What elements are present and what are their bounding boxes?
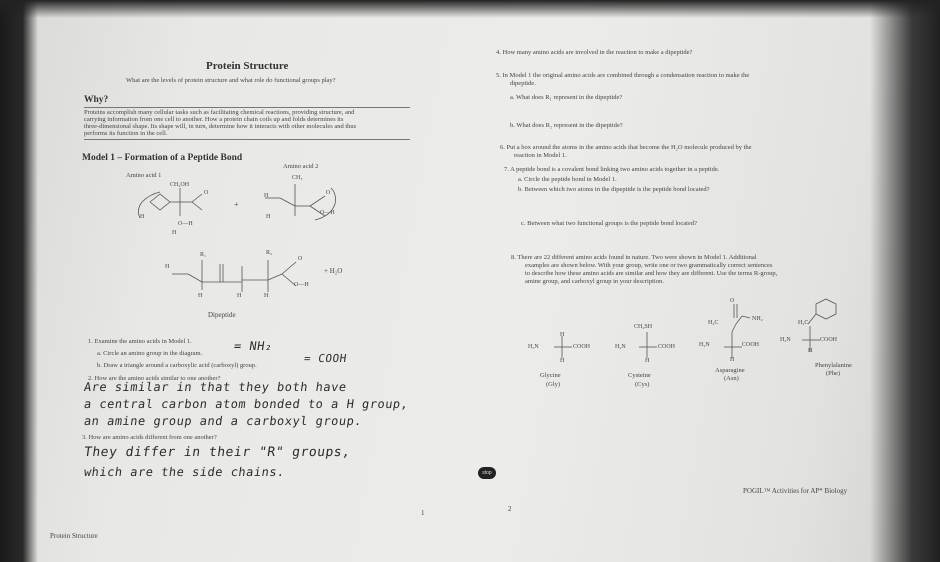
asparagine-name: Asparagine — [715, 367, 745, 374]
question-7a: a. Circle the peptide bond in Model 1. — [518, 176, 617, 183]
question-7b: b. Between which two atoms in the dipeptide is the peptide bond located? — [518, 186, 710, 193]
hydroxyl-label-2: O—H — [320, 210, 335, 216]
question-8-line-3: to describe how these amino acids are similar and how they are different. Use the terms R-group, — [525, 270, 778, 277]
cysteine-carboxyl: COOH — [658, 344, 676, 350]
dipeptide-label: Dipeptide — [208, 311, 236, 319]
cysteine-name: Cysteine — [628, 372, 651, 379]
asparagine-carboxyl: COOH — [742, 342, 760, 348]
amino-acid-2-label: Amino acid 2 — [283, 163, 319, 170]
why-line-3: three-dimensional shape. Its shape will, in turn, determine how it interacts with other molecules and thus — [84, 123, 357, 130]
footer-right: POGIL™ Activities for AP* Biology — [743, 487, 848, 495]
ch2oh-label: CH₂OH — [170, 182, 190, 188]
asparagine-structure — [708, 296, 778, 366]
oxygen-label-1: O — [204, 190, 209, 196]
answer-2-line-3: an amine group and a carboxyl group. — [83, 414, 364, 428]
r2-label: R₂ — [266, 250, 273, 256]
question-1b: b. Draw a triangle around a carboxylic acid (carboxyl) group. — [97, 362, 257, 369]
phenylalanine-name: Phenylalanine — [815, 362, 852, 369]
hydrogen-label-4: H — [266, 214, 271, 220]
glycine-top-h: H — [560, 332, 565, 338]
asparagine-oxygen: O — [730, 298, 735, 304]
phenylalanine-bottom-h: H — [808, 348, 813, 354]
hydroxyl-label-3: O—H — [294, 282, 309, 288]
glycine-structure — [540, 330, 600, 370]
question-5b: b. What does R₂ represent in the dipeptide? — [510, 122, 623, 129]
hydrogen-label-3: H — [264, 193, 269, 199]
why-line-4: performs its function in the cell. — [84, 130, 168, 137]
question-3: 3. How are amino acids different from one another? — [82, 434, 217, 441]
why-heading: Why? — [84, 95, 109, 105]
question-5-cont: dipeptide. — [510, 80, 536, 87]
glycine-name: Glycine — [540, 372, 561, 379]
question-1a: a. Circle an amino group in the diagram. — [97, 350, 203, 357]
hydrogen-label-6: H — [198, 293, 203, 299]
hydrogen-label-2: H — [172, 230, 177, 236]
cysteine-amine: H₂N — [615, 344, 626, 350]
stop-stamp: stop — [478, 467, 496, 479]
why-rule-top — [84, 107, 410, 108]
plus-sign-1: + — [234, 200, 239, 209]
oxygen-label-2: O — [326, 190, 331, 196]
question-2: 2. How are the amino acids similar to one another? — [88, 375, 221, 382]
dark-edge-left — [0, 0, 38, 562]
amino-acid-1-label: Amino acid 1 — [126, 172, 162, 179]
asparagine-bottom-h: H — [730, 357, 735, 363]
hydrogen-label-8: H — [264, 293, 269, 299]
answer-3-line-2: which are the side chains. — [83, 465, 286, 479]
page-number-right: 2 — [508, 505, 512, 513]
model-heading: Model 1 – Formation of a Peptide Bond — [82, 153, 243, 163]
water-product-label: + H₂O — [324, 267, 343, 275]
phenylalanine-abbr: (Phe) — [826, 370, 841, 377]
cysteine-abbr: (Cys) — [635, 381, 650, 388]
glycine-amine: H₂N — [528, 344, 539, 350]
question-7c: c. Between what two functional groups is the peptide bond located? — [521, 220, 697, 227]
phenylalanine-h2c: H₂C — [798, 320, 809, 326]
r1-label: R₁ — [200, 252, 207, 258]
answer-1a: = NH₂ — [233, 339, 274, 353]
question-5a: a. What does R₁ represent in the dipeptide? — [510, 94, 623, 101]
page-title: Protein Structure — [206, 60, 289, 72]
question-1: 1. Examine the amino acids in Model 1. — [88, 338, 192, 345]
hydrogen-label-1: H — [140, 214, 145, 220]
asparagine-h2c: H₂C — [708, 320, 719, 326]
phenylalanine-carboxyl: COOH — [820, 337, 838, 343]
glycine-abbr: (Gly) — [546, 381, 561, 388]
question-8-line-4: amine group, and carboxyl group in your description. — [525, 278, 664, 285]
question-8-line-1: 8. There are 22 different amino acids found in nature. Two were shown in Model 1. Additional — [511, 254, 757, 261]
question-6-cont: reaction in Model 1. — [514, 152, 567, 159]
dark-edge-right — [870, 0, 940, 562]
cysteine-bottom-h: H — [645, 358, 650, 364]
question-5: 5. In Model 1 the original amino acids are combined through a condensation reaction to make the — [496, 72, 750, 79]
why-line-2: carrying information from one cell to another. How a protein chain coils up and folds determines its — [84, 116, 344, 123]
glycine-carboxyl: COOH — [573, 344, 591, 350]
phenylalanine-amine: H₂N — [780, 337, 791, 343]
answer-3-line-1: They differ in their "R" groups, — [82, 445, 352, 460]
answer-1b: = COOH — [303, 352, 348, 365]
framing-question: What are the levels of protein structure and what role do functional groups play? — [126, 77, 336, 84]
why-line-1: Proteins accomplish many cellular tasks such as facilitating chemical reactions, providing structure, and — [84, 109, 355, 116]
question-4: 4. How many amino acids are involved in the reaction to make a dipeptide? — [496, 49, 693, 56]
hydrogen-label-7: H — [237, 293, 242, 299]
hydrogen-label-5: H — [165, 264, 170, 270]
question-8-line-2: examples are shown below. With your group, write one or two grammatically correct sentences — [525, 262, 773, 269]
oxygen-label-3: O — [298, 256, 303, 262]
dark-edge-top — [0, 0, 940, 18]
question-6: 6. Put a box around the atoms in the amino acids that become the H₂O molecule produced by the — [500, 144, 752, 151]
page-number-left: 1 — [421, 509, 425, 517]
phenylalanine-structure — [790, 296, 850, 366]
question-7: 7. A peptide bond is a covalent bond linking two amino acids together in a peptide. — [504, 166, 720, 173]
hydroxyl-label-1: O—H — [178, 221, 193, 227]
asparagine-nh2: NH₂ — [752, 316, 763, 322]
glycine-bottom-h: H — [560, 358, 565, 364]
asparagine-amine: H₂N — [699, 342, 710, 348]
why-rule-bottom — [84, 139, 410, 140]
footer-left: Protein Structure — [50, 532, 98, 540]
asparagine-abbr: (Asn) — [724, 375, 739, 382]
cysteine-side-chain: CH₂SH — [634, 324, 653, 330]
answer-2-line-2: a central carbon atom bonded to a H group, — [83, 397, 410, 411]
answer-2-line-1: Are similar in that they both have — [83, 380, 348, 394]
ch3-label: CH₃ — [292, 175, 303, 181]
